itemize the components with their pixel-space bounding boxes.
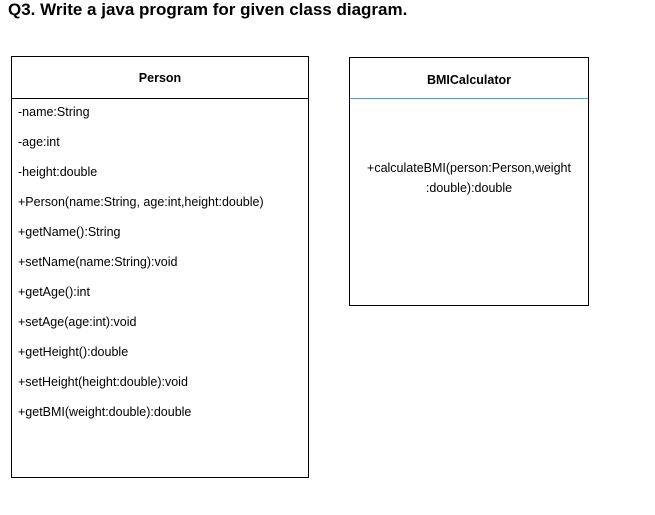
- question-title: Q3. Write a java program for given class diagram.: [8, 0, 408, 19]
- bmicalculator-method-line-2: :double):double: [425, 181, 513, 195]
- bmicalculator-method-line-1: +calculateBMI(person:Person,weight: [367, 161, 571, 175]
- person-field-age: -age:int: [18, 135, 60, 149]
- person-method-getbmi: +getBMI(weight:double):double: [18, 405, 192, 419]
- person-constructor: +Person(name:String, age:int,height:double): [18, 195, 264, 209]
- person-method-setname: +setName(name:String):void: [18, 255, 178, 269]
- bmicalculator-members: [350, 99, 588, 198]
- person-method-getname: +getName():String: [18, 225, 121, 239]
- person-method-getheight: +getHeight():double: [18, 345, 129, 359]
- person-field-height: -height:double: [18, 165, 98, 179]
- bmicalculator-class-name: BMICalculator: [350, 58, 588, 99]
- person-members: [12, 99, 308, 434]
- person-method-getage: +getAge():int: [18, 285, 90, 299]
- person-class-name: Person: [12, 57, 308, 99]
- person-class-box: [11, 56, 309, 478]
- person-method-setheight: +setHeight(height:double):void: [18, 375, 188, 389]
- person-method-setage: +setAge(age:int):void: [18, 315, 137, 329]
- bmicalculator-class-box: [349, 57, 589, 306]
- person-field-name: -name:String: [18, 105, 90, 119]
